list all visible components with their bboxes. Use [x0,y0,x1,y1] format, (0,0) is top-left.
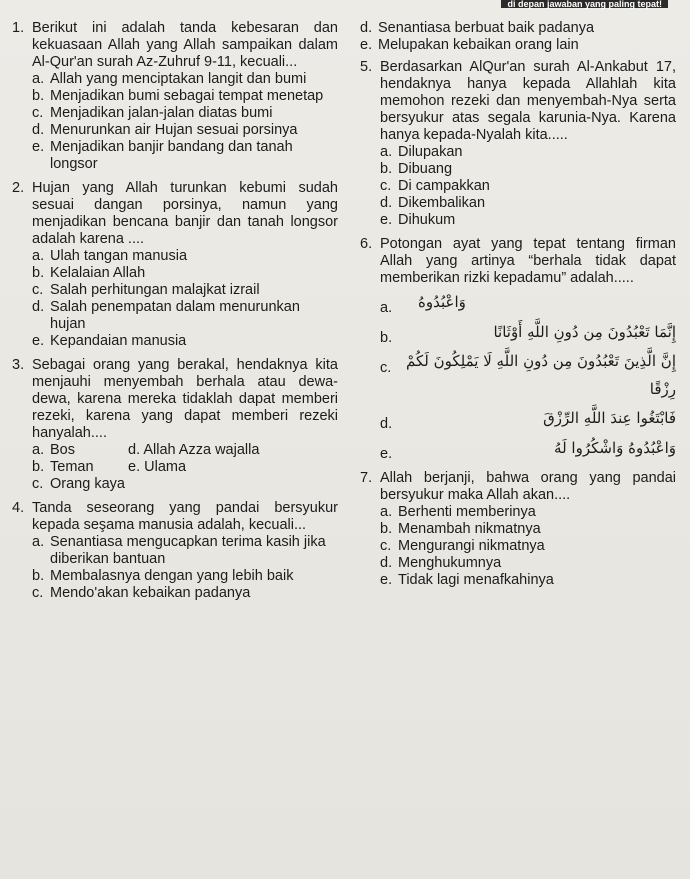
option-e[interactable]: e. Ulama [128,459,187,475]
option-b[interactable]: b. إِنَّمَا تَعْبُدُونَ مِن دُونِ اللَّهِ أَوْثَانًا [380,323,676,346]
question-text: Hujan yang Allah turunkan kebumi sudah sesuai dangan porsinya, namun yang menjadikan bencana banjir dan tanah longsor adalah karena .... [32,180,338,247]
option-d[interactable]: d. فَابْتَغُوا عِندَ اللَّهِ الرِّزْقَ [380,409,676,432]
option-a[interactable]: a. وَاعْبُدُوهُ [380,293,466,316]
option-d[interactable]: d. Senantiasa berbuat baik padanya [360,20,595,36]
option-e[interactable]: e. Dihukum [380,212,456,228]
option-c[interactable]: c. إِنَّ الَّذِينَ تَعْبُدُونَ مِن دُونِ اللَّهِ لَا يَمْلِكُونَ لَكُمْ رِزْقًا [380,352,676,398]
option-d[interactable]: d. Dikembalikan [380,195,486,211]
option-b[interactable]: b. Kelalaian Allah [32,265,146,281]
question-1 [12,20,338,173]
question-7 [360,470,676,589]
option-c[interactable]: c. Orang kaya [32,476,125,492]
question-5 [360,59,676,229]
option-d[interactable]: d. Menurunkan air Hujan sesuai porsinya [32,122,298,138]
option-a[interactable]: a. Berhenti memberinya [380,504,536,520]
option-row: a. Bos d. Allah Azza wajalla [32,442,260,458]
option-b[interactable]: b. Membalasnya dengan yang lebih baik [32,568,294,584]
question-text: Berikut ini adalah tanda kebesaran dan kekuasaan Allah yang Allah sampaikan dalam Al-Qur'an surah Az-Zuhruf 9-11, kecuali... [32,20,338,70]
question-text: Allah berjanji, bahwa orang yang pandai bersyukur maka Allah akan.... [380,470,676,503]
question-number: 7. [360,470,373,486]
right-column [360,20,676,591]
question-number: 5. [360,59,373,75]
option-e[interactable]: e. Melupakan kebaikan orang lain [360,37,579,53]
option-a[interactable]: a. Ulah tangan manusia [32,248,188,264]
question-text: Tanda seseorang yang pandai bersyukur kepada seşama manusia adalah, kecuali... [32,500,338,533]
question-number: 2. [12,180,25,196]
question-3 [12,357,338,493]
option-d[interactable]: d. Menghukumnya [380,555,502,571]
option-c[interactable]: c. Salah perhitungan malajkat izrail [32,282,260,298]
instruction-banner: di depan jawaban yang paling tepat! [501,0,668,8]
option-row: b. Teman e. Ulama [32,459,187,475]
question-2 [12,180,338,350]
option-b[interactable]: b. Menjadikan bumi sebagai tempat menetap [32,88,324,104]
option-b[interactable]: b. Dibuang [380,161,453,177]
question-6 [360,236,676,463]
option-a[interactable]: a. Allah yang menciptakan langit dan bumi [32,71,307,87]
left-column [12,20,338,604]
option-b[interactable]: Teman [50,459,94,475]
question-text: Berdasarkan AlQur'an surah Al-Ankabut 17, hendaknya hanya kepada Allahlah kita memohon rezeki dan menyembah-Nya serta bersyukur atas segala karunia-Nya. Karena hanya kepada-Nyalah kita..... [380,59,676,143]
question-number: 4. [12,500,25,516]
option-e[interactable]: e. Tidak lagi menafkahinya [380,572,554,588]
option-d[interactable]: d. Salah penempatan dalam menurunkan hujan [32,299,300,332]
option-e[interactable]: e. Menjadikan banjir bandang dan tanah longsor [32,139,293,172]
option-e[interactable]: e. وَاعْبُدُوهُ وَاشْكُرُوا لَهُ [380,439,676,462]
question-number: 3. [12,357,25,373]
option-b[interactable]: b. Menambah nikmatnya [380,521,541,537]
question-number: 1. [12,20,25,36]
question-4 [12,500,338,602]
option-d[interactable]: d. Allah Azza wajalla [128,442,260,458]
question-4-continued [360,20,676,54]
option-c[interactable]: c. Mendo'akan kebaikan padanya [32,585,251,601]
option-a[interactable]: a. Senantiasa mengucapkan terima kasih jika diberikan bantuan [32,534,326,567]
option-a[interactable]: Bos [50,442,75,458]
question-text: Sebagai orang yang berakal, hendaknya kita menjauhi menyembah berhala atau dewa-dewa, karena mereka tidaklah dapat memberi rezeki, karena yang dapat memberi rezeki hanyalah.... [32,357,338,441]
option-e[interactable]: e. Kepandaian manusia [32,333,187,349]
question-text: Potongan ayat yang tepat tentang firman Allah yang artinya “berhala tidak dapat memberikan rizki kepadamu” adalah..... [380,236,676,286]
question-number: 6. [360,236,373,252]
option-c[interactable]: c. Menjadikan jalan-jalan diatas bumi [32,105,273,121]
option-c[interactable]: c. Mengurangi nikmatnya [380,538,545,554]
option-c[interactable]: c. Di campakkan [380,178,490,194]
option-a[interactable]: a. Dilupakan [380,144,463,160]
